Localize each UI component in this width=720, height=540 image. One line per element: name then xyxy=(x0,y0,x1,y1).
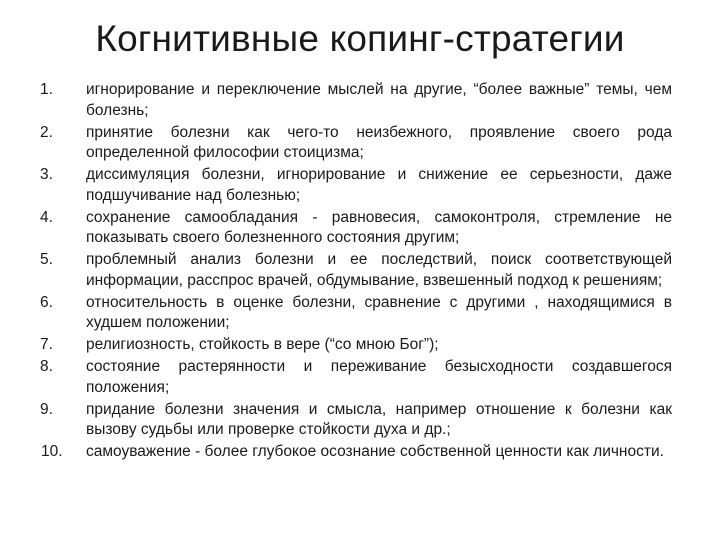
list-item-number: 9. xyxy=(40,400,53,418)
list-item xyxy=(0,208,720,249)
list-item xyxy=(0,293,720,334)
list-item-number: 3. xyxy=(40,166,53,183)
list-item-text: принятие болезни как чего-то неизбежного, проявление своего рода определенной философии стоицизма; xyxy=(86,123,672,161)
list-item xyxy=(0,335,720,356)
list-item xyxy=(0,442,720,463)
list-item-text: диссимуляция болезни, игнорирование и снижение ее серьезности, даже подшучивание над болезнью; xyxy=(86,166,672,204)
list-item-number: 8. xyxy=(40,358,53,375)
list-item xyxy=(0,250,720,291)
list-item-text: придание болезни значения и смысла, например отношение к болезни как вызову судьбы или проверке стойкости духа и др.; xyxy=(86,400,672,438)
list-item-number: 4. xyxy=(40,208,53,226)
strategy-list xyxy=(0,80,720,464)
list-item xyxy=(0,123,720,164)
slide-title: Когнитивные копинг-стратегии xyxy=(95,18,625,59)
list-item-text: относительность в оценке болезни, сравнение с другими , находящимися в худшем положении; xyxy=(86,293,672,331)
list-item xyxy=(0,357,720,398)
list-item xyxy=(0,165,720,206)
list-item-number: 7. xyxy=(40,336,53,353)
list-item-text: сохранение самообладания - равновесия, самоконтроля, стремление не показывать своего болезненного состояния другим; xyxy=(86,208,672,246)
list-item-number: 10. xyxy=(41,443,63,460)
list-item-text: состояние растерянности и переживание безысходности создавшегося положения; xyxy=(86,358,672,396)
list-item-number: 2. xyxy=(40,123,53,141)
list-item-number: 1. xyxy=(40,81,53,98)
list-item-number: 6. xyxy=(40,293,53,311)
list-item-text: религиозность, стойкость в вере (“со мною Бог”); xyxy=(86,336,439,353)
list-item-number: 5. xyxy=(40,251,53,268)
list-item-text: проблемный анализ болезни и ее последствий, поиск соответствующей информации, расспрос врачей, обдумывание, взвешенный подход к решениям; xyxy=(86,251,672,289)
list-item-text: самоуважение - более глубокое осознание собственной ценности как личности. xyxy=(86,443,664,460)
list-item-text: игнорирование и переключение мыслей на другие, “более важные” темы, чем болезнь; xyxy=(86,81,672,119)
list-item xyxy=(0,400,720,441)
list-item xyxy=(0,80,720,121)
